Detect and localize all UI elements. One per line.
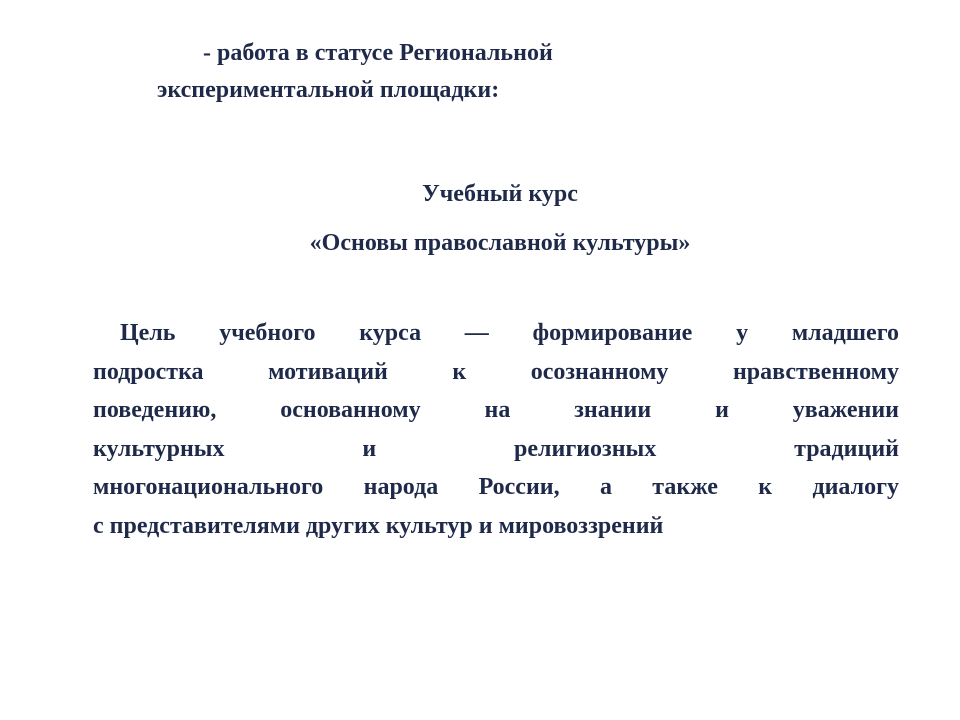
goal-line-3: поведению, основанному на знании и уважении	[93, 397, 899, 423]
goal-line-6: с представителями других культур и мировоззрений	[93, 512, 664, 539]
course-label: Учебный курс	[422, 181, 578, 207]
heading-line-1: - работа в статусе Региональной	[203, 40, 553, 66]
goal-line-5: многонационального народа России, а также к диалогу	[93, 474, 899, 500]
course-name: «Основы православной культуры»	[309, 230, 691, 256]
goal-line-2: подростка мотиваций к осознанному нравственному	[93, 358, 899, 385]
heading-line-2: экспериментальной площадки:	[157, 77, 500, 103]
goal-line-1: Цель учебного курса — формирование у младшего	[120, 320, 899, 346]
course-goal-paragraph	[93, 314, 899, 545]
goal-line-4: культурных и религиозных традиций	[93, 435, 899, 462]
